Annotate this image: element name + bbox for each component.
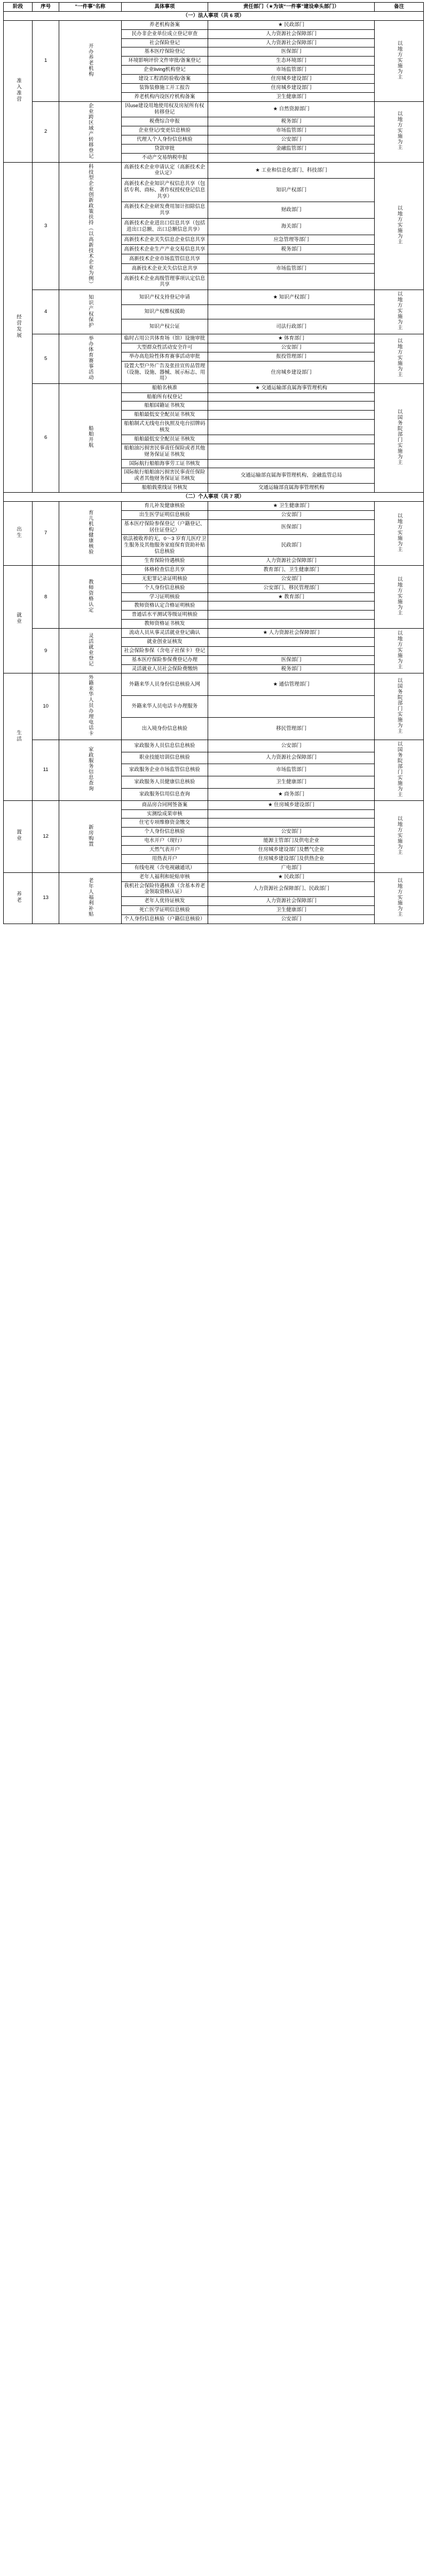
- responsible-dept: 报投管理部门: [208, 352, 375, 362]
- row-number: 9: [33, 629, 59, 673]
- item-name: 贷款审批: [121, 144, 208, 153]
- item-name: 社会保险参保（含电子社保卡）登记: [121, 646, 208, 655]
- item-name: 船舶国籍证书核发: [121, 402, 208, 411]
- responsible-dept: 公安部门: [208, 135, 375, 144]
- item-name: 实测绘成果审核: [121, 809, 208, 818]
- remark-cell: 以地方实施为主: [375, 334, 424, 383]
- responsible-dept: 住房城乡建设部门: [208, 75, 375, 84]
- responsible-dept: [208, 304, 375, 319]
- item-name: 家政服务信用信息查询: [121, 788, 208, 800]
- item-name: 用热表开户: [121, 854, 208, 863]
- stage-cell: 出生: [4, 501, 33, 565]
- responsible-dept: [208, 420, 375, 435]
- responsible-dept: 卫生健康部门: [208, 906, 375, 915]
- item-name: 我机社会保险待遇核准（含基本养老金领取资格认证）: [121, 881, 208, 897]
- row-number: 4: [33, 290, 59, 334]
- item-name: 体格检查信息共享: [121, 565, 208, 574]
- table-row: [4, 101, 424, 117]
- responsible-dept: 移民管理部门: [208, 718, 375, 740]
- item-name: 有线电视（含电视融通讯）: [121, 863, 208, 872]
- row-number: 11: [33, 740, 59, 800]
- item-name: 知识产权公证: [121, 319, 208, 334]
- item-name: 知识产权维权援助: [121, 304, 208, 319]
- stage-cell: 养老: [4, 872, 33, 924]
- item-name: 住宅专项维修资金缴交: [121, 818, 208, 828]
- item-name: 设置大型户外广告及张挂宣传品管理（设施、设施、器械、展示标志、用用）: [121, 362, 208, 383]
- item-name: 商品房合同网签备案: [121, 800, 208, 809]
- responsible-dept: [208, 695, 375, 717]
- responsible-dept: ★ 人力资源社会保障部门: [208, 629, 375, 638]
- responsible-dept: 生态环境部门: [208, 57, 375, 66]
- responsible-dept: ★ 交通运输部直属海事管理机构: [208, 383, 375, 392]
- responsible-dept: ★ 教育部门: [208, 592, 375, 601]
- responsible-dept: 公安部门: [208, 740, 375, 752]
- remark-cell: 以地方实施为主: [375, 629, 424, 673]
- responsible-dept: 公安部门: [208, 574, 375, 583]
- item-name: 企业登记/变更信息核验: [121, 126, 208, 135]
- responsible-dept: [208, 646, 375, 655]
- responsible-dept: [208, 809, 375, 818]
- item-name: 船舶最低安全配员证书核发: [121, 411, 208, 420]
- responsible-dept: [208, 818, 375, 828]
- table-row: [4, 20, 424, 29]
- item-name: 家政服务企业市场监管信息核验: [121, 764, 208, 776]
- section-heading-personal: （二）个人事项（共 7 项）: [4, 493, 424, 502]
- responsible-dept: 海关部门: [208, 218, 375, 235]
- item-name: 因use建设用地使用权及房屋所有权转移登记: [121, 101, 208, 117]
- item-name: 国际航行船舶油污损害民事责任保险或者其他财务保证证书核发: [121, 468, 208, 484]
- item-name: 出入境身份信息核验: [121, 718, 208, 740]
- responsible-dept: [208, 459, 375, 468]
- item-name: 基本医疗保险登记: [121, 47, 208, 57]
- stage-cell: 生活: [4, 673, 33, 800]
- item-name: 灵活就业人员社会保险费缴纳: [121, 664, 208, 673]
- item-name: 老年人福利和轮贴审核: [121, 872, 208, 881]
- responsible-dept: ★ 通信管理部门: [208, 673, 375, 695]
- item-name: 学习证明核验: [121, 592, 208, 601]
- table-row: [4, 334, 424, 343]
- item-name: 基本医疗保险参保登记（户籍登记、居住证登记）: [121, 519, 208, 535]
- responsible-dept: 司法行政部门: [208, 319, 375, 334]
- responsible-dept: [208, 620, 375, 629]
- th-remark: 备注: [375, 3, 424, 12]
- stage-cell: 经营发展: [4, 162, 33, 493]
- remark-cell: 以地方实施为主: [375, 162, 424, 290]
- responsible-dept: 知识产权部门: [208, 179, 375, 202]
- responsible-dept: 交通运输部直属海事管理机构: [208, 484, 375, 493]
- table-row: [4, 162, 424, 179]
- responsible-dept: [208, 601, 375, 611]
- item-name: 育儿补发健康核验: [121, 501, 208, 510]
- responsible-dept: ★ 工业和信息化部门、科技部门: [208, 162, 375, 179]
- responsible-dept: 公安部门: [208, 510, 375, 519]
- item-name: 高新技术企业关失信信息共享: [121, 264, 208, 274]
- remark-cell: 以地方实施为主: [375, 101, 424, 162]
- remark-cell: 以地方实施为主: [375, 872, 424, 924]
- item-name: 外籍来华人员电话卡办理服务: [121, 695, 208, 717]
- item-name: 知识产权支持登记申请: [121, 290, 208, 304]
- item-name: 老年人优待证核发: [121, 897, 208, 906]
- responsible-dept: ★ 体育部门: [208, 334, 375, 343]
- item-name: 无犯罪记录证明核验: [121, 574, 208, 583]
- item-name: 生育保险待遇核验: [121, 557, 208, 566]
- responsible-dept: 住房城乡建设部门及供热企业: [208, 854, 375, 863]
- scene-name: 船舶开航: [59, 383, 122, 492]
- responsible-dept: ★ 商务部门: [208, 788, 375, 800]
- responsible-dept: [208, 153, 375, 162]
- remark-cell: 以地方实施为主: [375, 501, 424, 565]
- responsible-dept: 金融监管部门: [208, 144, 375, 153]
- responsible-dept: 教育部门、卫生健康部门: [208, 565, 375, 574]
- item-name: 高新技术企业进出口信息共享（包括进出口总额、出口总额信息共享）: [121, 218, 208, 235]
- table-row: [4, 383, 424, 392]
- responsible-dept: 公安部门、移民管理部门: [208, 583, 375, 592]
- responsible-dept: [208, 411, 375, 420]
- responsible-dept: 税务部门: [208, 245, 375, 254]
- responsible-dept: 人力资源社会保障部门: [208, 38, 375, 47]
- responsible-dept: [208, 254, 375, 264]
- responsible-dept: 卫生健康部门: [208, 776, 375, 789]
- row-number: 3: [33, 162, 59, 290]
- item-name: 代理人个人身份信息核验: [121, 135, 208, 144]
- responsible-dept: 人力资源社会保障部门: [208, 897, 375, 906]
- item-name: 不动产交易纳税申报: [121, 153, 208, 162]
- th-no: 序号: [33, 3, 59, 12]
- responsible-dept: 市场监管部门: [208, 764, 375, 776]
- item-name: 船舶制式无线电台执照及电台招牌码核发: [121, 420, 208, 435]
- scene-name: 知识产权保护: [59, 290, 122, 334]
- row-number: 10: [33, 673, 59, 740]
- scene-name: 新房购置: [59, 800, 122, 872]
- item-name: 个人身份信息核验（户籍信息核验）: [121, 915, 208, 924]
- responsible-dept: 公安部门: [208, 915, 375, 924]
- responsible-dept: [208, 402, 375, 411]
- stage-cell: 准入准营: [4, 20, 33, 162]
- item-name: 普通话水平测试等级证明核验: [121, 611, 208, 620]
- th-dept: 责任部门（★为该“一件事”建设牵头部门）: [208, 3, 375, 12]
- item-name: 教师资格认定合格证明核验: [121, 601, 208, 611]
- scene-name: 育儿机构健康核验: [59, 501, 122, 565]
- remark-cell: 以地方实施为主: [375, 20, 424, 101]
- responsible-dept: 市场监管部门: [208, 126, 375, 135]
- responsible-dept: ★ 民政部门: [208, 20, 375, 29]
- stage-cell: 就业: [4, 565, 33, 673]
- row-number: 6: [33, 383, 59, 492]
- item-name: 船舶载重线证书核发: [121, 484, 208, 493]
- table-row: [4, 740, 424, 752]
- item-name: 个人身份信息核验: [121, 828, 208, 837]
- responsible-dept: [208, 444, 375, 459]
- responsible-dept: 人力资源社会保障部门、民政部门: [208, 881, 375, 897]
- table-row: [4, 565, 424, 574]
- scene-name: 开办养老机构: [59, 20, 122, 101]
- responsible-dept: 住房城乡建设部门及燃气企业: [208, 846, 375, 855]
- row-number: 1: [33, 20, 59, 101]
- item-name: 流动人员从事灵活就业登记确认: [121, 629, 208, 638]
- responsible-dept: [208, 435, 375, 444]
- item-name: 税费综合申报: [121, 117, 208, 126]
- responsible-dept: 交通运输部直属海事管理机构、金融监管总局: [208, 468, 375, 484]
- scene-name: 灵活就业登记: [59, 629, 122, 673]
- item-name: 临时占用公共体育场（馆）设施审批: [121, 334, 208, 343]
- scene-name: 家政服务信息查询: [59, 740, 122, 800]
- item-name: 养老机构内设医疗机构备案: [121, 92, 208, 101]
- responsible-dept: 市场监管部门: [208, 264, 375, 274]
- responsible-dept: [208, 611, 375, 620]
- responsible-dept: ★ 知识产权部门: [208, 290, 375, 304]
- responsible-dept: 民政部门: [208, 535, 375, 557]
- responsible-dept: 卫生健康部门: [208, 92, 375, 101]
- remark-cell: 以国务院部门实施为主: [375, 740, 424, 800]
- th-item: 具体事项: [121, 3, 208, 12]
- item-name: 高新技术企业申请认定（高新技术企业认定）: [121, 162, 208, 179]
- table-row: [4, 629, 424, 638]
- item-name: 大型群众性活动安全许可: [121, 343, 208, 352]
- responsible-dept: 住房城乡建设部门: [208, 362, 375, 383]
- item-name: 国际航行船舶海事劳工证书核发: [121, 459, 208, 468]
- responsible-dept: 公安部门: [208, 828, 375, 837]
- responsible-dept: [208, 637, 375, 646]
- item-name: 就业创业证核发: [121, 637, 208, 646]
- responsible-dept: [208, 274, 375, 290]
- responsible-dept: 税务部门: [208, 664, 375, 673]
- section-heading-legal: （一）法人事项（共 6 项）: [4, 11, 424, 20]
- item-name: 家政服务人员健康信息核验: [121, 776, 208, 789]
- table-header: [4, 3, 424, 12]
- item-name: 养老机构备案: [121, 20, 208, 29]
- responsible-dept: 能源主管部门及供电企业: [208, 837, 375, 846]
- responsible-dept: 医保部门: [208, 519, 375, 535]
- table-body: [4, 3, 424, 924]
- item-name: 民办非企业单位成立登记审查: [121, 29, 208, 38]
- row-number: 5: [33, 334, 59, 383]
- item-name: 基本医疗保险参保费登记办理: [121, 655, 208, 664]
- item-name: 社会保险登记: [121, 38, 208, 47]
- item-name: 建设工程消防验收/备案: [121, 75, 208, 84]
- item-name: 电水开户（现行）: [121, 837, 208, 846]
- item-name: 高新技术企业关失信息企业信息共享: [121, 235, 208, 244]
- item-name: 高新技术企业市场监管信息共享: [121, 254, 208, 264]
- scene-name: 企业跨区域产转移登记: [59, 101, 122, 162]
- item-name: 个人身份信息核验: [121, 583, 208, 592]
- scene-name: 外籍来华人员办理电话卡: [59, 673, 122, 740]
- item-name: 职业技能培训信息核验: [121, 752, 208, 764]
- table-row: [4, 800, 424, 809]
- remark-cell: 以国务院部门实施为主: [375, 673, 424, 740]
- responsible-dept: [208, 392, 375, 402]
- item-name: 天然气表开户: [121, 846, 208, 855]
- item-name: 死亡医学证明信息核验: [121, 906, 208, 915]
- remark-cell: 以国务院部门实施为主: [375, 383, 424, 492]
- table-row: [4, 673, 424, 695]
- responsible-dept: 医保部门: [208, 47, 375, 57]
- responsible-dept: 税务部门: [208, 117, 375, 126]
- item-name: 高新技术企业高级管理事项认定信息共享: [121, 274, 208, 290]
- responsible-dept: 广电部门: [208, 863, 375, 872]
- item-name: 举办高危险性体育赛事活动审批: [121, 352, 208, 362]
- item-name: 船舶最低安全配员证书核发: [121, 435, 208, 444]
- row-number: 8: [33, 565, 59, 628]
- scene-name: 教师资格认定: [59, 565, 122, 628]
- responsible-dept: ★ 自然资源部门: [208, 101, 375, 117]
- scene-name: 科技型企业创新政策扶持（以高新技术企业为例）: [59, 162, 122, 290]
- responsible-dept: 公安部门: [208, 343, 375, 352]
- row-number: 12: [33, 800, 59, 872]
- item-name: 装饰装修施工开工报告: [121, 83, 208, 92]
- item-name: 家政服务人员信息信息核验: [121, 740, 208, 752]
- item-name: 船舶所有权登记: [121, 392, 208, 402]
- item-name: 企业living机构登记: [121, 66, 208, 75]
- remark-cell: 以地方实施为主: [375, 290, 424, 334]
- item-name: 高新技术企业研发费用加计扣除信息共享: [121, 202, 208, 219]
- row-number: 13: [33, 872, 59, 924]
- responsible-dept: 医保部门: [208, 655, 375, 664]
- responsible-dept: 财政部门: [208, 202, 375, 219]
- item-name: 出生医学证明信息核验: [121, 510, 208, 519]
- item-name: 环境影响评价文件审批/备案登记: [121, 57, 208, 66]
- responsible-dept: 应急管理等部门: [208, 235, 375, 244]
- table-row: [4, 290, 424, 304]
- responsible-dept: 人力资源社会保障部门: [208, 557, 375, 566]
- row-number: 2: [33, 101, 59, 162]
- stage-cell: 置业: [4, 800, 33, 872]
- item-name: 外籍来华人员身份信息核验入网: [121, 673, 208, 695]
- remark-cell: 以地方实施为主: [375, 800, 424, 872]
- item-name: 高新技术企业生产产业交易信息共享: [121, 245, 208, 254]
- responsible-dept: 住房城乡建设部门: [208, 83, 375, 92]
- item-name: 船舶油污损害民事责任保险或者其他财务保证证书核发: [121, 444, 208, 459]
- responsible-dept: ★ 住房城乡建设部门: [208, 800, 375, 809]
- item-name: 船舶名核准: [121, 383, 208, 392]
- responsible-dept: ★ 卫生健康部门: [208, 501, 375, 510]
- table-row: [4, 501, 424, 510]
- th-stage: 阶段: [4, 3, 33, 12]
- row-number: 7: [33, 501, 59, 565]
- remark-cell: 以地方实施为主: [375, 565, 424, 628]
- item-name: 教师资格证书核发: [121, 620, 208, 629]
- scene-name: 举办体育赛事活动: [59, 334, 122, 383]
- scene-name: 老年人福利补贴: [59, 872, 122, 924]
- table-row: [4, 872, 424, 881]
- th-scene: “一件事”名称: [59, 3, 122, 12]
- item-name: 高新技术企业知识产权信息共享（包括专利、商标、著作权授权登记信息共享）: [121, 179, 208, 202]
- item-name: 依法被收养的无，0～3 岁育儿医疗卫生服务及其他服务家庭保育资助补贴信息核验: [121, 535, 208, 557]
- responsible-dept: 人力资源社会保障部门: [208, 29, 375, 38]
- items-table: [3, 2, 424, 924]
- responsible-dept: 市场监管部门: [208, 66, 375, 75]
- responsible-dept: ★ 民政部门: [208, 872, 375, 881]
- responsible-dept: 人力资源社会保障部门: [208, 752, 375, 764]
